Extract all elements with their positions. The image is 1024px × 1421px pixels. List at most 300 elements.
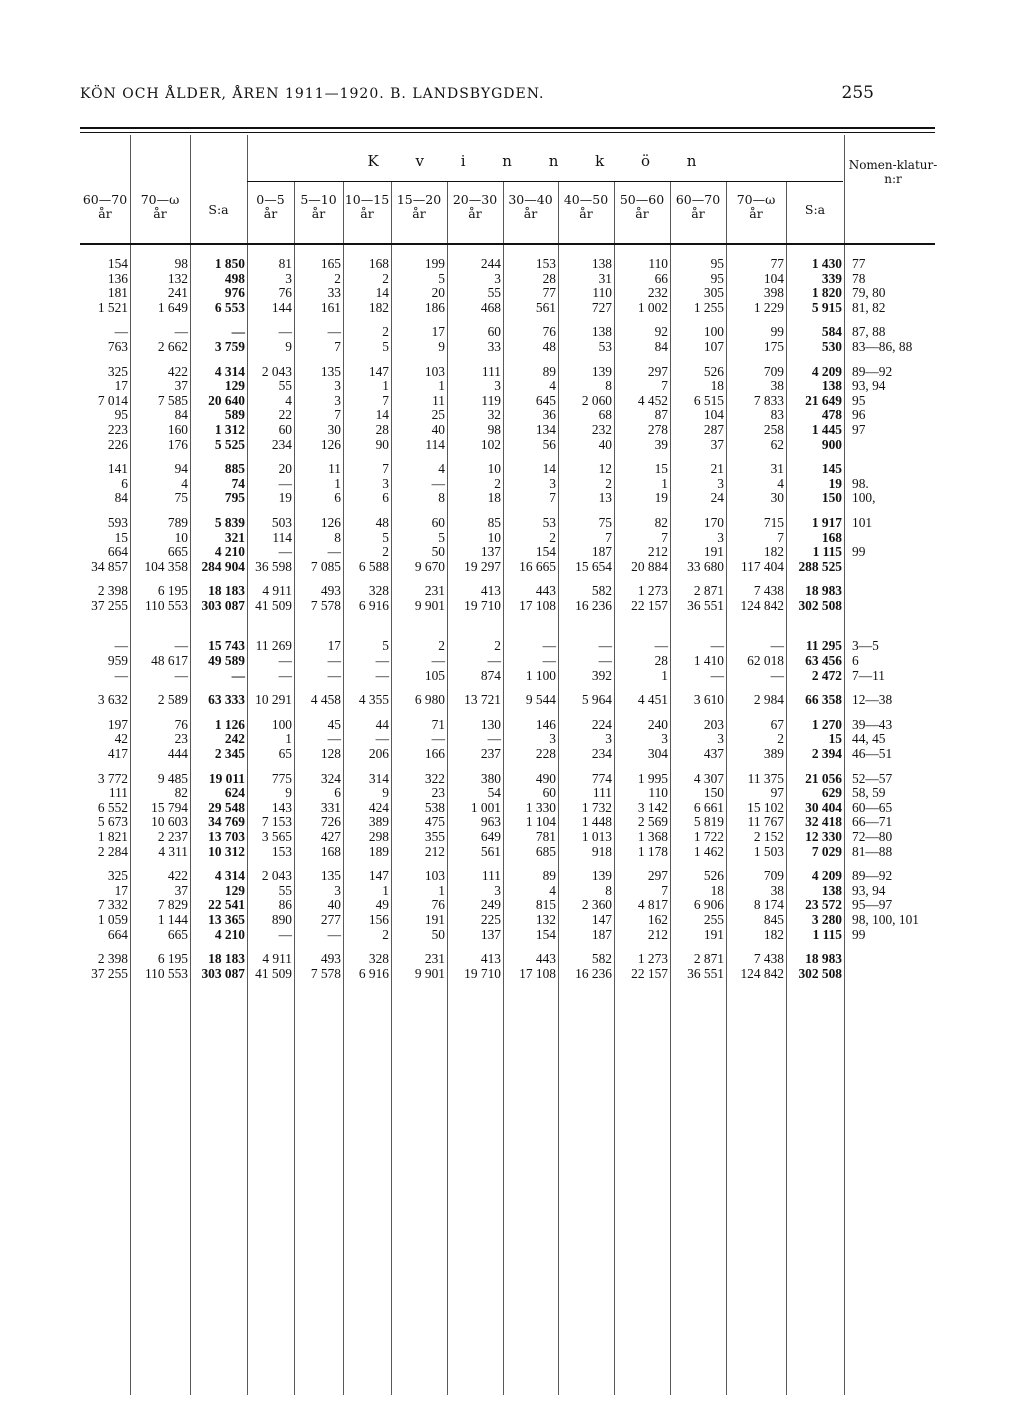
data-cell: 417 <box>107 747 128 762</box>
nomenclature-cell: 93, 94 <box>852 379 886 394</box>
data-cell: 13 703 <box>208 830 245 844</box>
data-cell: 7 <box>661 530 668 545</box>
data-cell: 255 <box>703 912 724 927</box>
data-cell: 7 014 <box>97 393 128 408</box>
data-cell: 160 <box>167 422 188 437</box>
data-cell: 138 <box>591 325 612 340</box>
data-cell: 168 <box>368 257 389 271</box>
data-cell: 20 884 <box>631 559 668 574</box>
data-cell: 84 <box>654 339 668 354</box>
data-cell: 7 829 <box>157 898 188 913</box>
data-cell: 175 <box>763 339 784 354</box>
data-cell: 10 <box>487 530 501 545</box>
data-cell: 5 819 <box>693 815 724 830</box>
data-cell: 1 001 <box>470 800 501 815</box>
table-row <box>80 491 934 506</box>
data-cell: 3 <box>334 379 341 394</box>
data-cell: 77 <box>770 257 784 271</box>
data-cell: 1 115 <box>812 927 842 942</box>
data-cell: — <box>278 545 292 560</box>
column-divider <box>786 182 787 1395</box>
nomenclature-cell: 81, 82 <box>852 300 886 315</box>
data-cell: 4 314 <box>214 364 245 379</box>
data-cell: 437 <box>703 747 724 762</box>
nomenclature-cell <box>844 599 934 614</box>
data-cell: 234 <box>271 437 292 452</box>
data-cell: 9 901 <box>414 966 445 981</box>
data-cell: 13 721 <box>464 693 501 708</box>
data-cell: 7 <box>382 462 389 477</box>
data-cell: 84 <box>114 491 128 506</box>
data-cell: 498 <box>224 271 245 286</box>
data-cell: 1 178 <box>637 844 668 859</box>
data-cell: 328 <box>368 952 389 967</box>
nomenclature-cell: 95 <box>852 393 866 408</box>
data-cell: 76 <box>174 717 188 732</box>
data-cell: 1 448 <box>581 815 612 830</box>
data-cell: — <box>327 732 341 747</box>
data-cell: 168 <box>320 844 341 859</box>
data-cell: 288 525 <box>798 559 842 574</box>
nomenclature-cell: 101 <box>852 515 873 530</box>
data-cell: 111 <box>108 786 128 801</box>
data-cell: — <box>542 654 556 669</box>
data-cell: 11 <box>432 393 445 408</box>
data-cell: 3 632 <box>97 693 128 708</box>
data-cell: 15 <box>654 462 668 477</box>
data-cell: 10 291 <box>255 693 292 708</box>
nomenclature-cell: 3—5 <box>852 639 879 654</box>
nomenclature-cell: 6 <box>852 654 859 669</box>
data-cell: 976 <box>224 286 245 301</box>
data-cell: 493 <box>320 584 341 599</box>
table-row <box>80 394 934 409</box>
data-cell: 82 <box>174 786 188 801</box>
nomenclature-cell: 89—92 <box>852 869 893 884</box>
nomenclature-cell: 78 <box>852 271 866 286</box>
data-cell: 84 <box>174 408 188 423</box>
data-cell: 5 525 <box>214 437 245 452</box>
data-cell: 1 255 <box>693 300 724 315</box>
table-row <box>80 531 934 546</box>
data-cell: 147 <box>368 869 389 884</box>
data-cell: 103 <box>424 364 445 379</box>
data-cell: 23 <box>174 732 188 747</box>
data-cell: 1 430 <box>811 257 842 271</box>
data-cell: 7 578 <box>310 598 341 613</box>
data-cell: 9 <box>285 786 292 801</box>
data-cell: 28 <box>654 654 668 669</box>
data-cell: 2 284 <box>97 844 128 859</box>
column-header: S:a <box>208 202 229 217</box>
nomenclature-cell: 60—65 <box>852 800 893 815</box>
data-cell: 37 <box>710 437 724 452</box>
data-cell: — <box>487 654 501 669</box>
data-cell: 5 <box>438 271 445 286</box>
column-header: 40—50 år <box>563 192 609 221</box>
data-cell: 60 <box>487 325 501 340</box>
data-cell: — <box>770 639 784 654</box>
column-header: 10—15 år <box>344 192 390 221</box>
data-cell: 114 <box>272 530 292 545</box>
data-cell: 63 333 <box>208 693 245 708</box>
data-cell: 223 <box>107 422 128 437</box>
data-cell: 76 <box>542 325 556 340</box>
data-cell: 110 <box>648 257 668 271</box>
data-cell: 56 <box>542 437 556 452</box>
data-cell: 4 210 <box>214 927 245 942</box>
data-cell: 763 <box>107 339 128 354</box>
table-row <box>80 315 934 325</box>
data-cell: 154 <box>535 927 556 942</box>
nomenclature-header: Nomen-klatur-n:r <box>848 158 938 186</box>
data-cell: 6 <box>382 491 389 506</box>
data-cell: 136 <box>107 271 128 286</box>
data-cell: 231 <box>424 952 445 967</box>
data-cell: 12 <box>598 462 612 477</box>
data-cell: 62 <box>770 437 784 452</box>
data-cell: 154 <box>107 257 128 271</box>
data-cell: 206 <box>368 747 389 762</box>
table-row <box>80 786 934 801</box>
table-row <box>80 379 934 394</box>
data-cell: 584 <box>821 325 842 340</box>
data-cell: 7 <box>334 408 341 423</box>
data-cell: 41 509 <box>255 598 292 613</box>
data-cell: 427 <box>320 830 341 844</box>
data-cell: 76 <box>278 286 292 301</box>
table-row <box>80 452 934 462</box>
data-cell: 132 <box>167 271 188 286</box>
column-divider <box>294 182 295 1395</box>
data-cell: 4 911 <box>262 952 292 967</box>
data-cell: 1 850 <box>214 257 245 271</box>
data-cell: 119 <box>481 393 501 408</box>
data-cell: 77 <box>542 286 556 301</box>
data-cell: 649 <box>480 830 501 844</box>
data-cell: 31 <box>770 462 784 477</box>
table-row <box>80 286 934 301</box>
data-cell: 7 <box>334 339 341 354</box>
table-row <box>80 365 934 380</box>
data-cell: 37 255 <box>91 966 128 981</box>
data-cell: 37 <box>174 379 188 394</box>
data-cell: 132 <box>535 912 556 927</box>
data-cell: 3 <box>717 732 724 747</box>
data-cell: 9 485 <box>157 771 188 786</box>
column-header: S:a <box>804 202 826 217</box>
data-cell: 1 <box>382 379 389 394</box>
data-cell: 197 <box>107 717 128 732</box>
data-cell: 135 <box>320 869 341 884</box>
data-cell: 30 404 <box>805 800 842 815</box>
table-row <box>80 669 934 684</box>
data-cell: 189 <box>368 844 389 859</box>
data-cell: — <box>278 654 292 669</box>
nomenclature-cell: 39—43 <box>852 717 893 732</box>
data-cell: 4 <box>285 393 292 408</box>
data-cell: 258 <box>763 422 784 437</box>
data-cell: 187 <box>591 545 612 560</box>
data-cell: — <box>327 325 341 340</box>
data-cell: 176 <box>167 437 188 452</box>
data-cell: 9 670 <box>414 559 445 574</box>
data-cell: 19 710 <box>464 966 501 981</box>
data-cell: 3 565 <box>261 830 292 844</box>
data-cell: 97 <box>770 786 784 801</box>
data-cell: 134 <box>535 422 556 437</box>
data-cell: 2 <box>494 476 501 491</box>
nomenclature-cell: 99 <box>852 927 866 942</box>
data-cell: 685 <box>535 844 556 859</box>
column-header: 5—10 år <box>300 192 337 221</box>
data-cell: 9 <box>438 339 445 354</box>
data-cell: 38 <box>770 883 784 898</box>
nomenclature-cell: 66—71 <box>852 815 893 830</box>
table-row <box>80 438 934 453</box>
data-cell: 1 229 <box>753 300 784 315</box>
data-cell: 959 <box>107 654 128 669</box>
data-cell: 900 <box>821 437 842 452</box>
data-cell: — <box>278 325 292 340</box>
data-cell: 1 100 <box>525 668 556 683</box>
data-cell: 17 <box>327 639 341 654</box>
data-cell: 12 330 <box>805 830 842 844</box>
data-cell: 161 <box>320 300 341 315</box>
data-cell: 111 <box>592 786 612 801</box>
data-cell: 6 552 <box>97 800 128 815</box>
nomenclature-cell: 96 <box>852 408 866 423</box>
data-cell: 63 456 <box>805 654 842 669</box>
nomenclature-cell: 89—92 <box>852 364 893 379</box>
data-cell: — <box>375 732 389 747</box>
table-row <box>80 462 934 477</box>
data-cell: 582 <box>591 952 612 967</box>
data-cell: 1 462 <box>693 844 724 859</box>
data-cell: 624 <box>224 786 245 801</box>
data-cell: 325 <box>107 869 128 884</box>
data-cell: 19 011 <box>208 771 245 786</box>
data-cell: 153 <box>535 257 556 271</box>
data-cell: — <box>598 639 612 654</box>
data-cell: 1 821 <box>97 830 128 844</box>
data-cell: 1 273 <box>637 952 668 967</box>
data-cell: 75 <box>174 491 188 506</box>
table-row <box>80 654 934 669</box>
data-cell: — <box>174 639 188 654</box>
data-cell: 22 541 <box>208 898 245 913</box>
nomenclature-cell: 72—80 <box>852 830 893 844</box>
data-cell: 186 <box>424 300 445 315</box>
group-rule <box>247 181 843 182</box>
data-cell: 129 <box>224 883 245 898</box>
table-row <box>80 801 934 816</box>
data-cell: 355 <box>424 830 445 844</box>
data-cell: 665 <box>167 927 188 942</box>
data-cell: 3 142 <box>637 800 668 815</box>
data-cell: 100 <box>703 325 724 340</box>
data-cell: 3 <box>661 732 668 747</box>
data-cell: 1 330 <box>525 800 556 815</box>
data-cell: 21 056 <box>805 771 842 786</box>
data-cell: 85 <box>487 515 501 530</box>
data-cell: 1 144 <box>157 912 188 927</box>
data-cell: 16 665 <box>519 559 556 574</box>
data-cell: 71 <box>431 717 445 732</box>
column-divider <box>503 182 504 1395</box>
data-cell: 1 917 <box>811 515 842 530</box>
table-row <box>80 584 934 599</box>
data-cell: 7 153 <box>261 815 292 830</box>
data-cell: 249 <box>480 898 501 913</box>
data-cell: 139 <box>591 869 612 884</box>
nomenclature-cell: 7—11 <box>852 668 885 683</box>
column-divider <box>190 135 191 1395</box>
data-cell: 40 <box>327 898 341 913</box>
data-cell: 4 <box>549 379 556 394</box>
data-cell: 15 743 <box>208 639 245 654</box>
data-cell: 443 <box>535 584 556 599</box>
data-cell: — <box>231 325 245 340</box>
data-cell: 182 <box>763 927 784 942</box>
data-cell: — <box>327 654 341 669</box>
data-cell: 302 508 <box>798 966 842 981</box>
data-cell: 593 <box>107 515 128 530</box>
data-cell: 9 <box>382 786 389 801</box>
data-cell: 2 <box>334 271 341 286</box>
data-cell: 111 <box>481 869 501 884</box>
data-cell: 237 <box>480 747 501 762</box>
data-cell: 165 <box>320 257 341 271</box>
data-cell: — <box>174 325 188 340</box>
data-cell: 10 603 <box>151 815 188 830</box>
data-cell: 33 680 <box>687 559 724 574</box>
data-cell: 1 273 <box>637 584 668 599</box>
data-cell: 16 236 <box>575 966 612 981</box>
data-cell: 15 <box>828 732 842 747</box>
running-header: KÖN OCH ÅLDER, ÅREN 1911—1920. B. LANDSBYGDEN. <box>80 86 545 102</box>
data-cell: 28 <box>375 422 389 437</box>
data-cell: 297 <box>647 364 668 379</box>
column-divider <box>343 182 344 1395</box>
data-cell: 166 <box>424 747 445 762</box>
data-cell: 17 <box>114 883 128 898</box>
data-cell: 2 662 <box>157 339 188 354</box>
data-cell: 23 <box>431 786 445 801</box>
data-cell: 815 <box>535 898 556 913</box>
column-header: 50—60 år <box>619 192 665 221</box>
data-cell: 17 108 <box>519 598 556 613</box>
data-cell: 3 <box>605 732 612 747</box>
data-cell: 33 <box>327 286 341 301</box>
data-cell: 845 <box>763 912 784 927</box>
data-cell: 191 <box>424 912 445 927</box>
data-cell: 1 368 <box>637 830 668 844</box>
data-cell: — <box>431 732 445 747</box>
data-cell: 5 964 <box>581 693 612 708</box>
data-cell: — <box>114 668 128 683</box>
nomenclature-cell <box>844 438 934 453</box>
data-cell: 478 <box>821 408 842 423</box>
data-cell: 2 <box>777 732 784 747</box>
data-cell: 443 <box>535 952 556 967</box>
nomenclature-cell: 44, 45 <box>852 732 886 747</box>
data-cell: — <box>231 668 245 683</box>
data-cell: 7 <box>661 883 668 898</box>
data-cell: 9 901 <box>414 598 445 613</box>
data-cell: 297 <box>647 869 668 884</box>
table-row <box>80 830 934 845</box>
data-cell: 413 <box>480 952 501 967</box>
column-header: 20—30 år <box>452 192 498 221</box>
data-cell: 242 <box>224 732 245 747</box>
data-cell: 1 <box>661 668 668 683</box>
nomenclature-cell: 87, 88 <box>852 325 886 340</box>
data-cell: 231 <box>424 584 445 599</box>
data-cell: 2 569 <box>637 815 668 830</box>
data-cell: 6 588 <box>358 559 389 574</box>
data-cell: 105 <box>424 668 445 683</box>
data-cell: 2 360 <box>581 898 612 913</box>
table-row <box>80 815 934 830</box>
data-cell: 38 <box>770 379 784 394</box>
data-cell: 37 255 <box>91 598 128 613</box>
data-cell: 7 029 <box>811 844 842 859</box>
nomenclature-cell: 79, 80 <box>852 286 886 301</box>
table-row <box>80 560 934 575</box>
data-cell: 715 <box>763 515 784 530</box>
column-header: 60—70 år <box>675 192 721 221</box>
data-cell: 490 <box>535 771 556 786</box>
data-cell: 15 102 <box>747 800 784 815</box>
data-cell: 561 <box>480 844 501 859</box>
data-cell: 6 980 <box>414 693 445 708</box>
data-cell: 2 <box>605 476 612 491</box>
data-cell: 1 445 <box>811 422 842 437</box>
table-row <box>80 639 934 654</box>
data-cell: 4 355 <box>358 693 389 708</box>
data-cell: 645 <box>535 393 556 408</box>
data-cell: 147 <box>591 912 612 927</box>
table-row <box>80 708 934 718</box>
data-cell: 191 <box>703 927 724 942</box>
table-row <box>80 423 934 438</box>
data-cell: 1 410 <box>693 654 724 669</box>
data-cell: 885 <box>224 462 245 477</box>
data-cell: 39 <box>654 437 668 452</box>
data-cell: 168 <box>821 530 842 545</box>
data-cell: — <box>114 639 128 654</box>
data-cell: 11 767 <box>747 815 784 830</box>
data-cell: 212 <box>647 927 668 942</box>
data-cell: 128 <box>320 747 341 762</box>
data-cell: 42 <box>114 732 128 747</box>
data-cell: 162 <box>647 912 668 927</box>
data-cell: 298 <box>368 830 389 844</box>
data-cell: 33 <box>487 339 501 354</box>
data-cell: 4 <box>777 476 784 491</box>
data-cell: 187 <box>591 927 612 942</box>
data-cell: 17 108 <box>519 966 556 981</box>
data-cell: 503 <box>271 515 292 530</box>
data-cell: 4 307 <box>693 771 724 786</box>
data-cell: 709 <box>763 364 784 379</box>
data-cell: 4 458 <box>310 693 341 708</box>
data-cell: 2 871 <box>693 584 724 599</box>
data-cell: 9 544 <box>525 693 556 708</box>
table-row <box>80 772 934 787</box>
data-cell: 4 451 <box>637 693 668 708</box>
